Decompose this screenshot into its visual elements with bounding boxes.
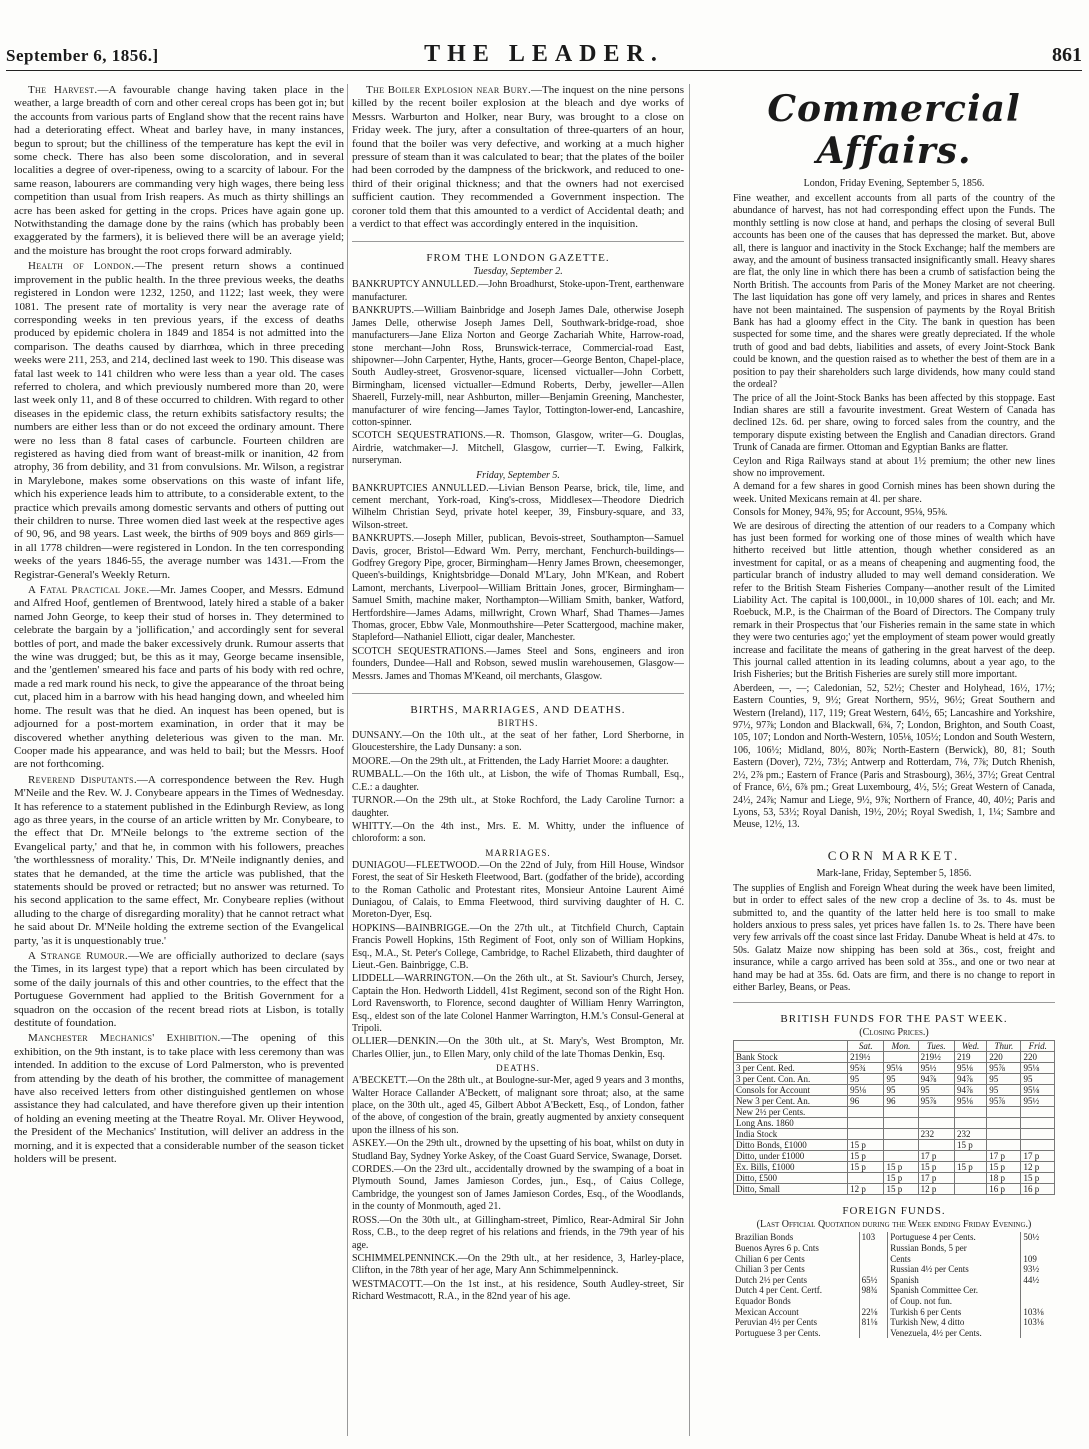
article-boiler-explosion — [352, 84, 684, 231]
price-cell: 95 — [848, 1074, 884, 1085]
price-cell: 15 p — [987, 1162, 1021, 1173]
article-heading: The Harvest. — [28, 84, 98, 96]
column-header: Tues. — [918, 1041, 954, 1052]
price-cell: 95 — [1021, 1074, 1055, 1085]
british-funds-subheading: (Closing Prices.) — [859, 1027, 929, 1039]
death-notice: CORDES.—On the 23rd ult., accidentally drowned by the swamping of a boat in Plymouth Sound, James Jamieson Cordes, jun., Esq., of Caius College, Cambridge, the youngest son of James Jamieson Cordes, Esq., of the Woodlands, in the county of Monmouth, aged 21. — [352, 1164, 684, 1213]
gazette-entry: BANKRUPTS.—William Bainbridge and Joseph James Dale, otherwise Joseph James Delle, otherwise Joseph James Dell, Southwark-bridge-road, shoe manufacturers—Jane Eliza Norton and George Zachariah White, Harrow-road, stone merchant—John Ross, Brunswick-terrace, Commercial-road East, shipowner—John Carpenter, Hythe, Hants, grocer—George Benton, Chapel-place, South Audley-street, Grosvenor-square, licensed victualler—John Corbett, Birmingham, licensed victualler—Edmund Roberts, Derby, jeweller—Allen Shaerell, Furzely-mill, near Ashburton, miller—Benjamin Greening, Manchester, manufacturer of wire fencing—James Taylor, Tottington-lower-end, Lancashire, cotton-spinner. — [352, 305, 684, 428]
table-row — [734, 1184, 1055, 1195]
bmd-heading: BIRTHS, MARRIAGES, AND DEATHS. — [352, 693, 684, 716]
commercial-paragraph: Fine weather, and excellent accounts from all parts of the country of the abundance of harvest, has not had corresponding effect upon the Funds. The monthly settling is now close at hand, and perhaps the closing of several Bull accounts has been one of the causes that has depressed the market. But, above all, there is languor and inactivity in the Stock Exchange; half the members are away, and the amount of business transacted insignificantly small. Heavy shares are flat, the only line in which there has been a crumb of satisfaction being the North British. The accounts from Paris of the Money Market are not cheering. The last liquidation has gone off very lamely, and prices in shares and Rentes have not been maintained. The suspension of payments by the Royal British Bank has had a gloomy effect in the City. The bank in question has been suspected for some time, and the shares were greatly depreciated. If the whole truth of good and bad debts, liabilities and assets, of every Joint-Stock Bank could be known, and the question raised as to whether the best of them are in a position to pay their shareholders such large dividends, how many could stand the ordeal? — [733, 193, 1055, 391]
price-cell: 17 p — [987, 1151, 1021, 1162]
table-row — [733, 1285, 1055, 1296]
price-cell: 95½ — [918, 1063, 954, 1074]
fund-name-cell: Russian Bonds, 5 per — [888, 1243, 1021, 1254]
price-cell — [918, 1118, 954, 1129]
table-row — [734, 1107, 1055, 1118]
death-notice: WESTMACOTT.—On the 1st inst., at his residence, South Audley-street, Sir Richard Westmacott, R.A., in the 82nd year of his age. — [352, 1278, 684, 1303]
price-cell: 219½ — [918, 1052, 954, 1063]
table-row — [733, 1307, 1055, 1318]
price-cell: 17 p — [918, 1173, 954, 1184]
table-row — [733, 1275, 1055, 1286]
price-cell — [884, 1140, 918, 1151]
column-gazette — [352, 84, 684, 1439]
price-cell: 94⅞ — [954, 1085, 986, 1096]
price-cell — [954, 1118, 986, 1129]
column-header: Wed. — [954, 1041, 986, 1052]
fund-name-cell: Consols for Account — [734, 1085, 848, 1096]
price-cell — [859, 1328, 888, 1339]
fund-name-cell: New 3 per Cent. An. — [734, 1096, 848, 1107]
price-cell: 15 p — [848, 1151, 884, 1162]
article-body: —We are officially authorized to declare (says the Times, in its largest type) that a report which has been circulated by some of the daily journals of this and other countries, to the effect that the Portuguese Government had applied to the British Government for a squadron on the occasion of the recent bread riots at Lisbon, is totally destitute of foundation. — [14, 950, 344, 1030]
price-cell: 17 p — [1021, 1151, 1055, 1162]
price-cell: 44½ — [1023, 1274, 1040, 1285]
price-cell: 95⅞ — [987, 1096, 1021, 1107]
article-body: —A favourable change having taken place in the weather, a large breadth of corn and other cereal crops has been got in; but the accounts from various parts of England show that the recent rains have had a deteriorating effect. Wheat and barley have, in many instances, begun to sprout; but the chilliness of the temperature has kept the evil in some check. There has also been some discoloration, and in several localities a degree of over-ripeness, owing to a scarcity of labour. For the same reason, labourers are commanding very high wages, there being less competition than usual from Irish reapers. As much as thirty shillings an acre has been asked for getting in the crops. Prices have again gone up. Notwithstanding the damage done by the rains (which has probably been exaggerated by the farmers), it is believed there will be an average yield; and the moisture has brought the root crops forward admirably. — [14, 84, 344, 257]
price-cell: 95 — [918, 1085, 954, 1096]
price-cell — [987, 1140, 1021, 1151]
death-notice: SCHIMMELPENNINCK.—On the 29th ult., at her residence, 3, Harley-place, Clifton, in the 78th year of her age, Mary Ann Schimmelpenninck. — [352, 1252, 684, 1277]
price-cell: 95 — [884, 1074, 918, 1085]
fund-name-cell: Turkish New, 4 ditto — [888, 1317, 1021, 1328]
price-cell: 220 — [987, 1052, 1021, 1063]
article-fatal-joke — [14, 584, 344, 772]
fund-name-cell: Portuguese 3 per Cents. — [733, 1328, 859, 1339]
article-heading: A Fatal Practical Joke. — [28, 584, 150, 597]
price-cell — [884, 1129, 918, 1140]
price-cell: 95 — [884, 1085, 918, 1096]
fund-name-cell: Turkish 6 per Cents — [888, 1307, 1021, 1318]
article-heading: Reverend Disputants. — [28, 773, 137, 786]
column-rule — [347, 84, 348, 1436]
fund-name-cell: Ditto, under £1000 — [734, 1151, 848, 1162]
price-cell: 232 — [954, 1129, 986, 1140]
article-mechanics-exhibition — [14, 1032, 344, 1166]
price-cell — [859, 1243, 888, 1254]
masthead — [6, 40, 1082, 71]
price-cell: 98¾ — [859, 1285, 888, 1296]
article-body: —The opening of this exhibition, on the 9th instant, is to take place with less ceremony than was intended. In addition to the excuse of Lord Palmerston, who is prevented from attending by the death of his brother, the committee of management have also received letters from other distinguished gentlemen on whose assistance they had calculated, and have therefore given up their intention of holding an evening meeting at the Theatre Royal. Mr. Oliver Heywood, the President of the Mechanics' Institution, will deliver an address in the morning, and it is expected that a considerable number of the season ticket holders will be present. — [14, 1032, 344, 1166]
price-cell: 15 p — [884, 1162, 918, 1173]
foreign-funds-rows — [733, 1232, 1055, 1338]
table-row — [734, 1074, 1055, 1085]
gazette-date-tuesday: Tuesday, September 2. — [473, 266, 563, 278]
commercial-dateline: London, Friday Evening, September 5, 1856. — [803, 178, 985, 189]
price-cell: 15 p — [848, 1140, 884, 1151]
foreign-funds-subheading: (Last Official Quotation during the Week ending Friday Evening.) — [756, 1219, 1032, 1231]
table-row — [734, 1096, 1055, 1107]
column-header: Thur. — [987, 1041, 1021, 1052]
price-cell — [1021, 1140, 1055, 1151]
price-cell — [1021, 1243, 1055, 1254]
foreign-funds-heading: FOREIGN FUNDS. — [842, 1205, 946, 1218]
fund-name-cell: Ditto, Small — [734, 1184, 848, 1195]
article-reverend-disputants — [14, 774, 344, 948]
price-cell — [987, 1118, 1021, 1129]
price-cell — [1021, 1129, 1055, 1140]
table-row — [734, 1151, 1055, 1162]
fund-name-cell: Ditto, £500 — [734, 1173, 848, 1184]
commercial-paragraph: We are desirous of directing the attention of our readers to a Company which has just been formed for working one of those mines of wealth which have hitherto received but little attention, though whether considered as an investment for capital, or as a means of cheapening and augmenting food, the particular branch of industry alluded to may well demand consideration. We refer to the British Steam Fisheries Company—another result of the Limited Liability Act. The capital is 100,000l., in 10,000 shares of 10l. each; and Mr. Roebuck, M.P., is the Chairman of the Board of Directors. The Company truly remark in their Prospectus that 'our Fisheries remain in the same state in which they were two centuries ago;' yet the employment of steam power would greatly increase and facilitate the means of gathering in the great harvest of the deep. This journal called attention in its leading columns, about a year ago, to the Irish Fisheries; but the British Fisheries are surely still more important. — [733, 520, 1055, 681]
price-cell — [987, 1129, 1021, 1140]
price-cell: 16 p — [987, 1184, 1021, 1195]
price-cell: 95⅛ — [848, 1085, 884, 1096]
price-cell — [1021, 1118, 1055, 1129]
article-heading: The Boiler Explosion near Bury. — [366, 84, 532, 96]
price-cell: 232 — [918, 1129, 954, 1140]
price-cell: 12 p — [1021, 1162, 1055, 1173]
birth-notice: MOORE.—On the 29th ult., at Frittenden, the Lady Harriet Moore: a daughter. — [352, 755, 669, 767]
price-cell: 15 p — [918, 1162, 954, 1173]
commercial-paragraph: The price of all the Joint-Stock Banks has been affected by this stoppage. East Indian shares are still a favourite investment. Great Western of Canada has declined 12s. 6d. per share, owing to forced sales from the country, and the temporary dispute existing between the English and Canadian directors. Grand Trunk of Canada are firmer. Ottoman and Egyptian Banks are flatter. — [733, 392, 1055, 454]
death-notice: A'BECKETT.—On the 28th ult., at Boulogne-sur-Mer, aged 9 years and 3 months, Walter Horace Callander A'Beckett, of malignant sore throat; also, at the same place, on the 30th ult., aged 45, Gilbert Abbot A'Beckett, Esq., of London, father of the above, of congestion of the brain, greatly augmented by anxiety consequent upon the illness of his son. — [352, 1075, 684, 1136]
article-body: —A correspondence between the Rev. Hugh M'Neile and the Rev. W. J. Conybeare appears in the Times of Wednesday. It has reference to a statement published in the Edinburgh Review, as long ago as three years, in the course of an article written by Mr. Conybeare, to the effect that Dr. M'Neile belongs to 'the extreme section of the Evangelical party,' and that he, in common with his followers, preaches 'the worthlessness of morality.' This, Dr. M'Neile indignantly denies, and states that he demanded, at the time the article was published, that the statements should be proved or retracted; but no answer was returned. To his second application to the same effect, Mr. Conybeare replies (without alluding to the charge of disregarding morality) that he cannot retract what he said about Dr. M'Neile holding the extreme section of the Evangelical party, 'as it is unquestionably true.' — [14, 773, 344, 947]
commercial-paragraph: Consols for Money, 94⅞, 95; for Account, 95⅛, 95⅜. — [733, 507, 948, 519]
death-notice: ASKEY.—On the 29th ult., drowned by the upsetting of his boat, whilst on duty in Studland Bay, Sydney Yorke Askey, of the Coast Guard Service, Swanage, Dorset. — [352, 1138, 684, 1162]
price-cell: 220 — [1021, 1052, 1055, 1063]
fund-name-cell: Ex. Bills, £1000 — [734, 1162, 848, 1173]
article-heading: Manchester Mechanics' Exhibition. — [28, 1032, 221, 1045]
gazette-entry: BANKRUPTCY ANNULLED.—John Broadhurst, Stoke-upon-Trent, earthenware manufacturer. — [352, 279, 684, 303]
price-cell: 15 p — [884, 1173, 918, 1184]
fund-name-cell: Spanish Committee Cer. — [888, 1285, 1021, 1296]
price-cell: 12 p — [918, 1184, 954, 1195]
column-news-items — [14, 84, 344, 1439]
fund-name-cell: New 2½ per Cents. — [734, 1107, 848, 1118]
corn-market-heading: CORN MARKET. — [827, 847, 961, 863]
price-cell — [1021, 1107, 1055, 1118]
price-cell — [884, 1151, 918, 1162]
table-row — [733, 1296, 1055, 1307]
column-header: Sat. — [848, 1041, 884, 1052]
table-row — [733, 1232, 1055, 1243]
price-cell: 94⅞ — [954, 1074, 986, 1085]
price-cell — [954, 1184, 986, 1195]
price-cell: 15 p — [884, 1184, 918, 1195]
deaths-heading: DEATHS. — [496, 1063, 540, 1074]
commercial-paragraph: Ceylon and Riga Railways stand at about 1½ premium; the other new lines show no improvement. — [733, 455, 1055, 479]
article-body: —Mr. James Cooper, and Messrs. Edmund and Alfred Hoof, gentlemen of Brentwood, lately hired a stable of a baker named John George, to keep their stud of horses in. They determined to celebrate the bargain by a 'jollification,' and accordingly sent for several bottles of port, and made the baker excessively drunk. Rumour asserts that the wine was drugged; but, be this as it may, George became insensible, and the 'gentlemen' smeared his face and parts of his body with red ochre, made a red mark round his neck, to give the appearance of the throat being cut, placed him in a barrow with his head hanging down, and wheeled him home. The result was that he died. An inquest has been opened, but is adjourned for a post-mortem examination, in order that it may be discovered whether anything deleterious was given to the man. Mr. Cooper made his appearance, and was held to bail; but the Messrs. Hoof are not forthcoming. — [14, 584, 344, 771]
corn-market-report: The supplies of English and Foreign Wheat during the week have been limited, but in order to effect sales of the new crop a decline of 3s. to 4s. must be submitted to, and the quantity of the latter held here is too small to make holders anxious to press sales, yet prices have fallen 1s. to 2s. There have been very few arrivals off the coast since last Friday. Danube Wheat is held at 47s. to 50s. Galatz Maize now shipping has been sold at 36s., cost, freight and insurance, while a cargo arrived has been sold at 35s., and one or two near at hand may be had at 35s. 6d. Oats are firm, and there is no change to report in either Barley, Beans, or Peas. — [733, 882, 1055, 993]
british-funds-heading: BRITISH FUNDS FOR THE PAST WEEK. — [733, 1002, 1055, 1025]
newspaper-title: THE LEADER. — [424, 41, 664, 67]
gazette-entry: BANKRUPTS.—Joseph Miller, publican, Bevois-street, Southampton—Samuel Davis, grocer, Bristol—Edward Wm. Perry, merchant, Fenchurch-buildings—Godfrey Gregory Pipe, grocer, Birmingham—Henry James Brown, cheesemonger, Queen's-buildings, Knightsbridge—Donald M'Lary, John M'Kean, and Robert Lamont, merchants, Liverpool—William Brittain Jones, grocer, Birmingham—Samuel Smith, machine maker, Northampton—William Smith, banker, Watford, Hertfordshire—James Adams, millwright, Crown Wharf, Shad Thames—James Thomas, grocer, Ebbw Vale, Monmouthshire—Peter Scattergood, machine maker, Stapleford—Nathaniel Elliott, cigar dealer, Manchester. — [352, 533, 684, 644]
fund-name-cell: Russian 4½ per Cents — [888, 1264, 1021, 1275]
price-cell: 103 — [859, 1232, 888, 1243]
page-number: 861 — [1052, 44, 1082, 66]
price-cell — [987, 1107, 1021, 1118]
birth-notice: TURNOR.—On the 29th ult., at Stoke Rochford, the Lady Caroline Turnor: a daughter. — [352, 795, 684, 819]
article-harvest — [14, 84, 344, 258]
table-row — [734, 1162, 1055, 1173]
article-heading: Health of London. — [28, 260, 135, 273]
table-header-row — [734, 1041, 1055, 1052]
price-cell: 95½ — [1021, 1096, 1055, 1107]
marriage-notice: OLLIER—DENKIN.—On the 30th ult., at St. Mary's, West Brompton, Mr. Charles Ollier, jun., to Ellen Mary, only child of the late Thomas Denkin, Esq. — [352, 1036, 684, 1060]
fund-name-cell: Mexican Account — [733, 1307, 859, 1318]
price-cell — [1021, 1285, 1055, 1296]
gazette-date-friday: Friday, September 5. — [476, 469, 560, 481]
fund-name-cell: Cents — [888, 1254, 1021, 1265]
fund-name-cell: Equador Bonds — [733, 1296, 859, 1307]
fund-name-cell: 3 per Cent. Con. An. — [734, 1074, 848, 1085]
birth-notice: RUMBALL.—On the 16th ult., at Lisbon, the wife of Thomas Rumball, Esq., C.E.: a daughter. — [352, 769, 684, 793]
foreign-funds-table — [733, 1232, 1055, 1338]
price-cell: 219 — [954, 1052, 986, 1063]
section-title: Commercial Affairs. — [767, 88, 1021, 172]
fund-name-cell: India Stock — [734, 1129, 848, 1140]
birth-notice: DUNSANY.—On the 10th ult., at the seat of her father, Lord Sherborne, in Gloucestershire, the Lady Dunsany: a son. — [352, 730, 684, 754]
price-cell: 22⅛ — [859, 1307, 888, 1318]
price-cell — [848, 1129, 884, 1140]
issue-date: September 6, 1856.] — [6, 46, 159, 65]
fund-name-cell: Chilian 6 per Cents — [733, 1254, 859, 1265]
article-heading: A Strange Rumour. — [28, 950, 129, 962]
table-row — [734, 1129, 1055, 1140]
fund-name-cell: Peruvian 4½ per Cents — [733, 1317, 859, 1328]
price-cell: 17 p — [918, 1151, 954, 1162]
fund-name-cell: 3 per Cent. Red. — [734, 1063, 848, 1074]
price-cell: 16 p — [1021, 1184, 1055, 1195]
marriage-notice: HOPKINS—BAINBRIGGE.—On the 27th ult., at Titchfield Church, Captain Francis Powell Hopkins, 15th Regiment of Foot, only son of William Hopkins, Esq., M.A., St. Peter's College, Cambridge, to Rachel Elizabeth, third daughter of Lieut.-Gen. Bainbrigge, C.B. — [352, 922, 684, 971]
price-cell: 95⅛ — [1021, 1063, 1055, 1074]
price-cell — [954, 1107, 986, 1118]
price-cell — [884, 1052, 918, 1063]
price-cell: 95⅛ — [954, 1096, 986, 1107]
table-row — [734, 1140, 1055, 1151]
price-cell — [848, 1118, 884, 1129]
price-cell — [918, 1140, 954, 1151]
price-cell: 103⅛ — [1023, 1306, 1044, 1317]
column-header: Mon. — [884, 1041, 918, 1052]
article-body: —The inquest on the nine persons killed by the recent boiler explosion at the bleach and dye works of Messrs. Warburton and Holker, near Bury, was brought to a close on Friday week. The jury, after a consultation of three-quarters of an hour, found that the boiler was very defective, and working at a much higher pressure of steam than it was calculated to bear; that the plates of the boiler had been corroded by the dampness of the brickwork, and reduced to one-third of their original thickness; and that the owners had not exercised sufficient caution. They recommended a Government inspection. The coroner told them that this amounted to a verdict of Accidental death; and a verdict to that effect was accordingly entered in the inquisition. — [352, 84, 684, 231]
price-cell — [859, 1254, 888, 1265]
price-cell — [848, 1107, 884, 1118]
gazette-entry: BANKRUPTCIES ANNULLED.—Livian Benson Pearse, brick, tile, lime, and cement merchant, York-road, King's-cross, Middlesex—Theodore Diedrich Wilhelm Christian Seyd, private hotel keeper, 39, Finsbury-square, and 33, Wilson-street. — [352, 482, 684, 531]
price-cell — [1021, 1328, 1055, 1339]
price-cell: 95⅞ — [987, 1063, 1021, 1074]
column-header — [734, 1041, 848, 1052]
column-rule — [689, 84, 690, 1436]
price-cell: 95 — [987, 1074, 1021, 1085]
price-cell: 95⅛ — [884, 1063, 918, 1074]
table-row — [733, 1328, 1055, 1339]
fund-name-cell: Buenos Ayres 6 p. Cnts — [733, 1243, 859, 1254]
marriage-notice: DUNIAGOU—FLEETWOOD.—On the 22nd of July, from Hill House, Windsor Forest, the seat of Sir Hesketh Fleetwood, Bart. (godfather of the bride), according to the Roman Catholic and Protestant rites, Monsieur Antoine Laurent Aimé Duniagou, of Calais, to Emma Fleetwood, third surviving daughter of H. C. Moreton-Dyer, Esq. — [352, 859, 684, 921]
death-notice: ROSS.—On the 30th ult., at Gillingham-street, Pimlico, Rear-Admiral Sir John Ross, C.B., to the deep regret of his relations and friends, in the 79th year of his age. — [352, 1214, 684, 1251]
table-row — [734, 1052, 1055, 1063]
article-body: —The present return shows a continued improvement in the public health. In the three previous weeks, the deaths registered in London were 1232, 1250, and 1122; last week, they were 1081. The present rate of mortality is very near the average rate of corresponding weeks in ten previous years, if the excess of deaths produced by epidemic cholera in 1849 and 1854 is not admitted into the comparison. The deaths caused by diarrhœa, which in three preceding weeks were 211, 253, and 214, declined last week to 190. This disease was fatal last week to 141 children who were less than a year old. The cases referred to cholera, and which previously numbered more than 20, were last week only 11, and 8 of these occurred to children. With regard to other diseases in the epidemic class, the return exhibits satisfactory results; the numbers are either less than or do not exceed the ordinary amount. There were no less than 8 fatal cases of carbuncle. Fourteen children are registered as having died from want of breast-milk or inanition, 42 from atrophy, 36 from debility, and 31 from convulsions. Mr. Wilson, a registrar in Marylebone, makes some observations on this waste of infant life, which his experience leads him to attribute, to a considerable extent, to the practice which prevails among domestic servants and others of putting out their children to nurse. Three women died last week at the respective ages of 90, 96, and 98 years. Last week, the births of 909 boys and 869 girls—in all 1778 children—were registered in London. In the ten corresponding weeks of the years 1846-55, the average number was 1431.—From the Registrar-General's Weekly Return. — [14, 260, 344, 581]
price-cell: 15 p — [954, 1140, 986, 1151]
price-cell — [848, 1173, 884, 1184]
fund-name-cell: of Coup. not fun. — [888, 1296, 1021, 1307]
gazette-heading: FROM THE LONDON GAZETTE. — [352, 241, 684, 264]
price-cell — [884, 1118, 918, 1129]
table-row — [733, 1264, 1055, 1275]
fund-name-cell: Long Ans. 1860 — [734, 1118, 848, 1129]
price-cell: 103⅛ — [1023, 1317, 1044, 1328]
price-cell: 95⅛ — [1021, 1085, 1055, 1096]
column-commercial — [733, 84, 1055, 1439]
marriage-notice: LIDDELL—WARRINGTON.—On the 26th ult., at St. Saviour's Church, Jersey, Captain the Hon. Hedworth Liddell, 41st Regiment, second son of the Right Hon. Lord Ravensworth, to Florence, second daughter of William Henry Warrington, Esq., eldest son of the late Colonel Hanmer Warrington, H.M.'s Consul-General at Tripoli. — [352, 973, 684, 1034]
births-heading: BIRTHS. — [497, 718, 539, 729]
column-header: Frid. — [1021, 1041, 1055, 1052]
price-cell: 109 — [1023, 1253, 1037, 1264]
commercial-paragraph: A demand for a few shares in good Cornish mines has been shown during the week. United Mexicans remain at 4l. per share. — [733, 481, 1055, 505]
fund-name-cell: Venezuela, 4½ per Cents. — [888, 1328, 1021, 1339]
price-cell — [1021, 1296, 1055, 1307]
table-row — [734, 1085, 1055, 1096]
article-health-of-london — [14, 260, 344, 582]
fund-name-cell: Bank Stock — [734, 1052, 848, 1063]
price-cell: 94⅞ — [918, 1074, 954, 1085]
gazette-entry: SCOTCH SEQUESTRATIONS.—James Steel and Sons, engineers and iron founders, Dundee—Hall and Robson, sewed muslin warehousemen, Glasgow—Messrs. James and Thomas M'Keand, oil merchants, Glasgow. — [352, 645, 684, 682]
price-cell — [859, 1296, 888, 1307]
price-cell: 95⅛ — [954, 1063, 986, 1074]
price-cell — [859, 1264, 888, 1275]
price-cell: 15 p — [848, 1162, 884, 1173]
table-row — [733, 1317, 1055, 1328]
fund-name-cell: Dutch 2½ per Cents — [733, 1275, 859, 1286]
british-funds-rows — [734, 1052, 1055, 1195]
table-row — [734, 1118, 1055, 1129]
price-cell: 95¾ — [848, 1063, 884, 1074]
price-cell: 15 p — [1021, 1173, 1055, 1184]
price-cell — [918, 1107, 954, 1118]
price-cell — [954, 1173, 986, 1184]
price-cell: 96 — [884, 1096, 918, 1107]
price-cell: 93½ — [1023, 1264, 1040, 1275]
price-cell: 96 — [848, 1096, 884, 1107]
price-cell: 95 — [987, 1085, 1021, 1096]
corn-dateline: Mark-lane, Friday, September 5, 1856. — [816, 867, 972, 879]
railway-prices: Aberdeen, —, —; Caledonian, 52, 52½; Chester and Holyhead, 16½, 17½; Eastern Counties, 9, 9½; Great Northern, 95½, 96½; Great Southern and Western (Ireland), 117, 119; Great Western, 64½, 65; Lancashire and Yorkshire, 97½, 97⅞; London and Blackwall, 6¾, 7; London, Brighton, and South Coast, 105, 107; London and North-Western, 105⅛, 105½; London and South Western, 106, 106½; Midland, 80½, 80⅞; North-Eastern (Berwick), 80, 81; South Eastern (Dover), 72½, 73½; Antwerp and Rotterdam, 7⅛, 7⅞; Dutch Rhenish, 2½, 2⅞ pm.; Eastern of France (Paris and Strasbourg), 36½, 37½; Great Central of France, 6½, 6⅞ pm.; Great Luxembourg, 4½, 5½; Great Western of Canada, 24½, 24⅞; Namur and Liege, 9½, 9⅞; Northern of France, 40, 40½; Paris and Lyons, 53, 53½; Royal Danish, 19½, 20½; Royal Swedish, 1, 1¼; Sambre and Meuse, 12½, 13. — [733, 682, 1055, 831]
british-funds-table — [733, 1040, 1055, 1195]
birth-notice: WHITTY.—On the 4th inst., Mrs. E. M. Whitty, under the influence of chloroform: a son. — [352, 820, 684, 845]
table-row — [734, 1063, 1055, 1074]
fund-name-cell: Spanish — [888, 1275, 1021, 1286]
fund-name-cell: Portuguese 4 per Cents. — [888, 1232, 1021, 1243]
price-cell: 15 p — [954, 1162, 986, 1173]
price-cell — [884, 1107, 918, 1118]
price-cell: 95⅞ — [918, 1096, 954, 1107]
article-strange-rumour — [14, 950, 344, 1030]
price-cell: 219½ — [848, 1052, 884, 1063]
table-row — [733, 1254, 1055, 1265]
price-cell: 12 p — [848, 1184, 884, 1195]
price-cell — [954, 1151, 986, 1162]
price-cell: 65½ — [859, 1275, 888, 1286]
gazette-entry: SCOTCH SEQUESTRATIONS.—R. Thomson, Glasgow, writer—G. Douglas, Airdrie, watchmaker—J. Mitchell, Glasgow, currier—T. Ewing, Falkirk, nurseryman. — [352, 430, 684, 467]
price-cell: 81⅛ — [859, 1317, 888, 1328]
price-cell: 18 p — [987, 1173, 1021, 1184]
fund-name-cell: Chilian 3 per Cents — [733, 1264, 859, 1275]
fund-name-cell: Dutch 4 per Cent. Certf. — [733, 1285, 859, 1296]
fund-name-cell: Brazilian Bonds — [733, 1232, 859, 1243]
marriages-heading: MARRIAGES. — [485, 847, 551, 858]
fund-name-cell: Ditto Bonds, £1000 — [734, 1140, 848, 1151]
price-cell: 50½ — [1023, 1232, 1040, 1243]
table-row — [733, 1243, 1055, 1254]
table-row — [734, 1173, 1055, 1184]
